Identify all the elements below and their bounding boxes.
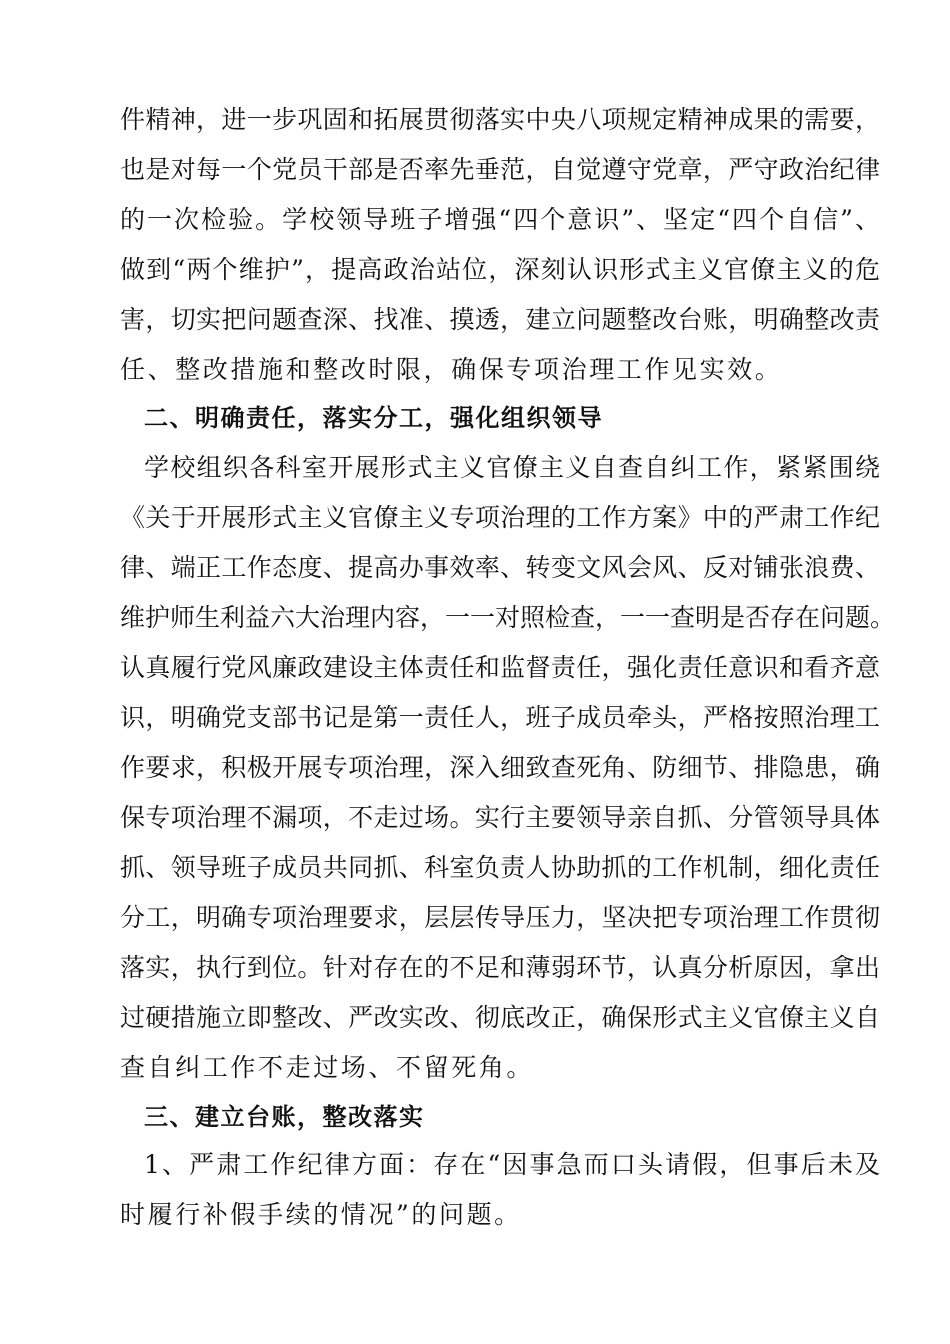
paragraph-line: 做到“两个维护”，提高政治站位，深刻认识形式主义官僚主义的危 — [120, 255, 880, 284]
paragraph-line: 识，明确党支部书记是第一责任人，班子成员牵头，严格按照治理工 — [120, 703, 880, 732]
paragraph-line: 害，切实把问题查深、找准、摸透，建立问题整改台账，明确整改责 — [120, 305, 880, 334]
paragraph-line: 作要求，积极开展专项治理，深入细致查死角、防细节、排隐患，确 — [120, 753, 880, 782]
paragraph-line: 律、端正工作态度、提高办事效率、转变文风会风、反对铺张浪费、 — [120, 553, 880, 582]
paragraph-line: 维护师生利益六大治理内容，一一对照检查，一一查明是否存在问题。 — [120, 603, 896, 632]
paragraph-line: 落实，执行到位。针对存在的不足和薄弱环节，认真分析原因，拿出 — [120, 953, 880, 982]
paragraph-line: 查自纠工作不走过场、不留死角。 — [120, 1053, 535, 1082]
paragraph-line: 认真履行党风廉政建设主体责任和监督责任，强化责任意识和看齐意 — [120, 653, 880, 682]
paragraph-line: 抓、领导班子成员共同抓、科室负责人协助抓的工作机制，细化责任 — [120, 853, 880, 882]
paragraph-line: 时履行补假手续的情况”的问题。 — [120, 1200, 522, 1229]
paragraph-line: 的一次检验。学校领导班子增强“四个意识”、坚定“四个自信”、 — [120, 205, 880, 234]
paragraph-line: 学校组织各科室开展形式主义官僚主义自查自纠工作，紧紧围绕 — [144, 453, 880, 482]
paragraph-line: 过硬措施立即整改、严改实改、彻底改正，确保形式主义官僚主义自 — [120, 1003, 880, 1032]
paragraph-line: 件精神，进一步巩固和拓展贯彻落实中央八项规定精神成果的需要， — [120, 105, 880, 134]
paragraph-line: 1、严肃工作纪律方面：存在“因事急而口头请假，但事后未及 — [144, 1150, 880, 1179]
paragraph-line: 保专项治理不漏项，不走过场。实行主要领导亲自抓、分管领导具体 — [120, 803, 880, 832]
paragraph-line: 任、整改措施和整改时限，确保专项治理工作见实效。 — [120, 355, 783, 384]
paragraph-line: 《关于开展形式主义官僚主义专项治理的工作方案》中的严肃工作纪 — [120, 503, 880, 532]
paragraph-line: 分工，明确专项治理要求，层层传导压力，坚决把专项治理工作贯彻 — [120, 903, 880, 932]
paragraph-line: 也是对每一个党员干部是否率先垂范，自觉遵守党章，严守政治纪律 — [120, 155, 880, 184]
section-heading-3: 三、建立台账，整改落实 — [144, 1103, 425, 1131]
section-heading-2: 二、明确责任，落实分工，强化组织领导 — [144, 404, 603, 432]
